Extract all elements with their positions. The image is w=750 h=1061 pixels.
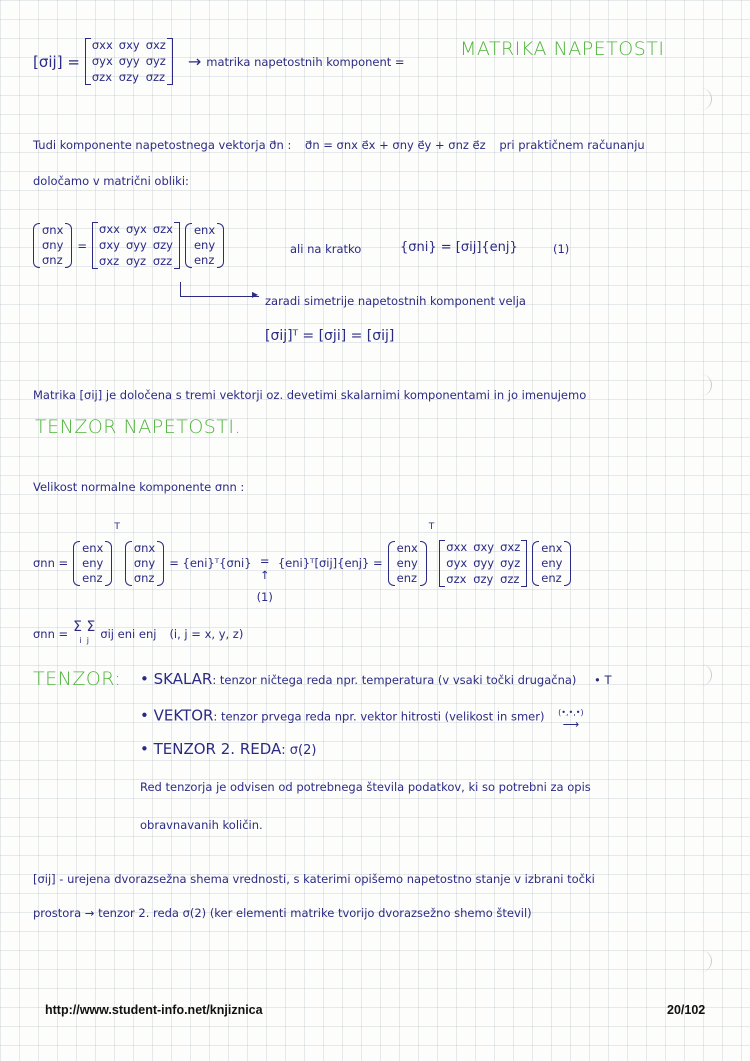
paragraph-2: določamo v matrični obliki: <box>33 174 189 188</box>
matrix-cell: σzy <box>473 571 494 586</box>
equation-ref: (1) <box>553 242 570 256</box>
stress-vector <box>125 541 164 586</box>
page-edge-mark <box>701 664 712 686</box>
matrix-cell: enx <box>396 540 418 555</box>
title-matrika-napetosti: MATRIKA NAPETOSTI <box>460 38 665 60</box>
stress-matrix-definition <box>33 38 405 85</box>
item-text: : tenzor ničtega reda npr. temperatura (v vsaki točki drugačna) <box>212 673 577 687</box>
item-name: • VEKTOR <box>140 706 214 725</box>
matrix-cell: eny <box>82 555 104 570</box>
tenzor-item-skalar <box>140 670 612 688</box>
stress-matrix <box>439 540 527 587</box>
item-name: • SKALAR <box>140 670 213 688</box>
title-tenzor-napetosti: TENZOR NAPETOSTI. <box>35 416 242 438</box>
stress-vector-formula: σ⃗n = σnx e⃗x + σny e⃗y + σnz e⃗z <box>305 138 486 152</box>
short-formula: {σni} = [σij]{enj} <box>400 240 518 255</box>
matrix-cell: σny <box>42 238 64 252</box>
page-number: 20/102 <box>667 1003 706 1017</box>
matrix-cell: σnz <box>133 570 155 585</box>
matrix-cell: enx <box>541 540 563 555</box>
sum-body: σij eni enj <box>100 627 157 641</box>
tenzor-paragraph: obravnavanih količin. <box>140 818 263 832</box>
index-range: (i, j = x, y, z) <box>169 627 244 641</box>
double-sum <box>73 620 95 648</box>
matrix-cell: σzy <box>118 70 139 84</box>
matrix-cell: σzz <box>500 571 520 586</box>
lhs: σnn = <box>33 627 69 641</box>
arrow-icon: → <box>187 52 202 71</box>
matrix-cell: σxx <box>446 539 468 554</box>
transpose: T <box>114 522 120 532</box>
vector-arrow <box>558 706 584 731</box>
matrix-cell: σzy <box>152 238 173 252</box>
index-form-2: {eni}ᵀ[σij]{enj} = <box>277 556 383 570</box>
matrix-cell: σzx <box>152 222 173 236</box>
matrix-cell: σxz <box>99 254 120 268</box>
matrix-cell: enz <box>82 570 103 585</box>
symmetry-formula: [σij]ᵀ = [σji] = [σij] <box>265 328 395 344</box>
paragraph-4: Velikost normalne komponente σnn : <box>33 480 245 494</box>
paragraph-3: Matrika [σij] je določena s tremi vektorji oz. devetimi skalarnimi komponentami in jo imenujemo <box>33 388 587 402</box>
sum-indices: i j <box>79 636 90 645</box>
matrix-cell: σzx <box>91 70 113 84</box>
matrix-equation <box>33 222 224 269</box>
matrix-symbol: [σij] = <box>33 52 80 71</box>
item-extra: • T <box>594 673 612 687</box>
matrix-cell: σxy <box>118 38 140 52</box>
transpose: T <box>428 522 435 532</box>
arrow-up-icon: ↑ <box>259 568 270 582</box>
matrix-description: matrika napetostnih komponent = <box>206 54 405 69</box>
matrix-cell: σyy <box>118 54 140 68</box>
short-label: ali na kratko <box>290 242 362 256</box>
matrix-cell: enz <box>396 570 418 585</box>
equals: = <box>77 238 88 253</box>
paragraph-5: [σij] - urejena dvorazsežna shema vrednosti, s katerimi opišemo napetostno stanje v izbrani točki <box>33 872 595 886</box>
item-text: : σ(2) <box>281 743 317 758</box>
page-edge-mark <box>701 88 712 110</box>
sum-symbol: Σ Σ <box>73 619 96 635</box>
sum-equation <box>33 620 243 648</box>
stress-matrix <box>85 38 173 85</box>
matrix-cell: eny <box>541 555 563 570</box>
paragraph-6: prostora → tenzor 2. reda σ(2) (ker elementi matrike tvorijo dvorazsežno shemo števil) <box>33 906 532 920</box>
matrix-cell: σxz <box>145 38 166 52</box>
matrix-cell: σyz <box>500 555 521 570</box>
item-name: • TENZOR 2. REDA <box>140 740 282 758</box>
normal-vector <box>73 541 112 586</box>
paragraph-1 <box>33 138 645 152</box>
index-form: = {eni}ᵀ{σni} <box>169 556 252 570</box>
tenzor-item-tenzor2 <box>140 740 316 758</box>
arrow-right-icon: ⟶ <box>562 717 580 731</box>
tenzor-paragraph: Red tenzorja je odvisen od potrebnega števila podatkov, ki so potrebni za opis <box>140 780 591 794</box>
lhs: σnn = <box>33 556 69 570</box>
matrix-cell: σxy <box>473 539 495 554</box>
matrix-cell: σyy <box>473 555 495 570</box>
item-text: : tenzor prvega reda npr. vektor hitrosti (velikost in smer) <box>213 709 545 724</box>
ref-marker <box>257 554 273 604</box>
matrix-cell: σxx <box>91 38 113 52</box>
page-edge-mark <box>701 950 712 972</box>
matrix-cell: σnx <box>133 540 156 555</box>
matrix-cell: σyy <box>125 238 147 252</box>
tenzor-label: TENZOR: <box>33 668 122 690</box>
matrix-cell: enx <box>193 223 216 237</box>
matrix-cell: enz <box>193 253 215 267</box>
tenzor-item-vektor <box>140 706 584 731</box>
footer-url[interactable]: http://www.student-info.net/knjiznica <box>45 1003 263 1017</box>
matrix-cell: σyz <box>145 54 166 68</box>
stress-vector <box>33 223 72 268</box>
matrix-cell: σny <box>133 555 156 570</box>
symmetry-note: zaradi simetrije napetostnih komponent velja <box>265 294 526 308</box>
normal-vector <box>532 541 571 586</box>
matrix-cell: σzz <box>145 70 166 84</box>
matrix-cell: σyx <box>446 555 468 570</box>
matrix-cell: eny <box>396 555 418 570</box>
matrix-cell: σyx <box>125 222 147 236</box>
matrix-cell: σnz <box>42 253 63 267</box>
matrix-cell: σyz <box>125 254 147 268</box>
equation-ref: (1) <box>256 590 273 604</box>
matrix-cell: enz <box>541 570 562 585</box>
normal-stress-equation <box>33 522 571 604</box>
matrix-cell: σzx <box>446 571 467 586</box>
normal-vector <box>185 223 224 268</box>
matrix-cell: σzz <box>152 254 173 268</box>
equals: = <box>259 554 270 568</box>
matrix-cell: σnx <box>42 223 64 237</box>
page-edge-mark <box>701 374 712 396</box>
item-extra: (•,•,•) <box>558 708 584 717</box>
matrix-cell: σxy <box>99 238 120 252</box>
arrow-line <box>180 282 259 297</box>
matrix-cell: σxx <box>99 222 120 236</box>
matrix-cell: σxz <box>500 539 521 554</box>
matrix-cell: σyx <box>91 54 113 68</box>
text: pri praktičnem računanju <box>499 138 645 152</box>
stress-matrix <box>92 222 180 269</box>
matrix-cell: enx <box>82 540 104 555</box>
matrix-cell: eny <box>193 238 216 252</box>
arrow-head-icon: ▸ <box>252 287 259 301</box>
normal-vector <box>388 541 427 586</box>
text: Tudi komponente napetostnega vektorja σ⃗n : <box>33 138 292 152</box>
